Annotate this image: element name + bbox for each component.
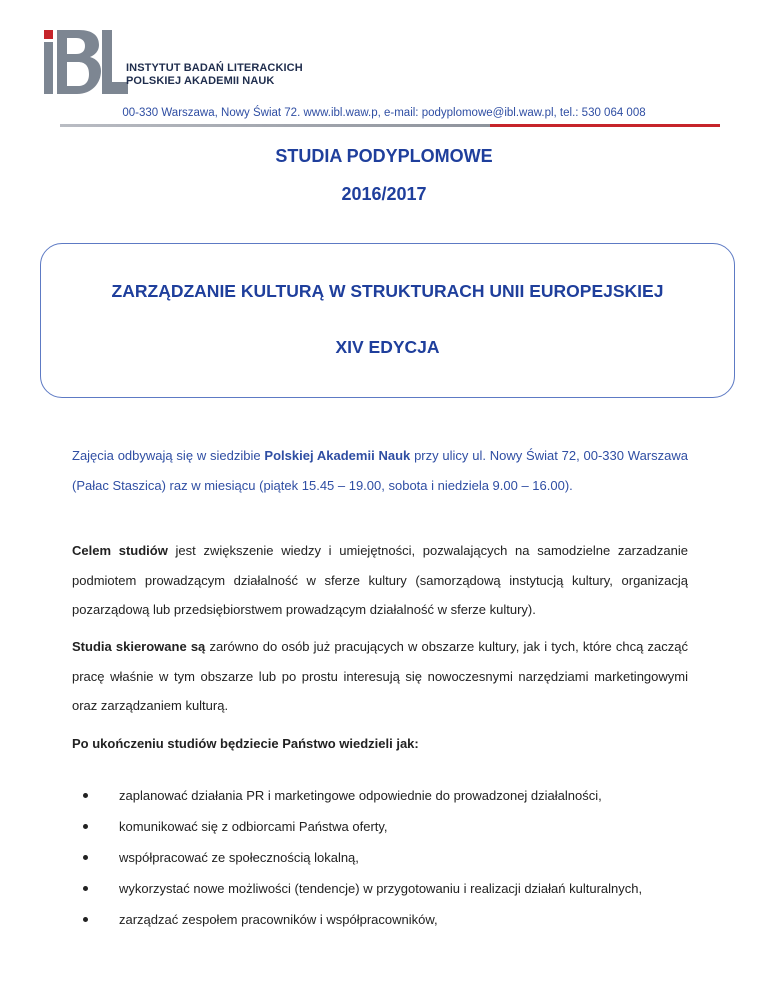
program-edition: XIV EDYCJA (335, 337, 440, 357)
intro-text-pre: Zajęcia odbywają się w siedzibie (72, 448, 265, 463)
goal-text: jest zwiększenie wiedzy i umiejętności, pozwalających na samodzielne zarzadzanie podmiotem prowadzącym działalność w sferze kultury (samorządową instytucją kultury, organizacją pozarządową lub przedsiębiorstwem prowadzącym działalność w sferze kultury). (72, 543, 688, 617)
ibl-logo (40, 28, 130, 96)
list-item (72, 788, 712, 819)
goal-bold: Celem studiów (72, 543, 168, 558)
program-title-box (40, 243, 735, 398)
institute-name-line2: POLSKIEJ AKADEMII NAUK (126, 75, 275, 87)
outcomes-heading (72, 729, 688, 759)
list-item-text: współpracować ze społecznością lokalną, (119, 850, 359, 865)
outcomes-heading-text: Po ukończeniu studiów będziecie Państwo wiedzieli jak: (72, 736, 419, 751)
page-title: STUDIA PODYPLOMOWE (275, 146, 493, 166)
intro-text-post: przy ulicy ul. Nowy Świat 72, 00-330 Warszawa (Pałac Staszica) raz w miesiącu (piątek 15.45 – 19.00, sobota i niedziela 9.00 – 16.00). (72, 448, 688, 493)
list-item (72, 881, 712, 912)
intro-paragraph (72, 441, 688, 500)
list-item (72, 912, 712, 943)
intro-text-bold: Polskiej Akademii Nauk (264, 448, 411, 463)
list-item (72, 819, 712, 850)
outcomes-list (72, 788, 712, 943)
bullet-icon (83, 886, 88, 891)
bullet-icon (83, 917, 88, 922)
bullet-icon (83, 855, 88, 860)
page-subtitle-year: 2016/2017 (341, 184, 427, 204)
institute-name-line1: INSTYTUT BADAŃ LITERACKICH (126, 62, 303, 74)
list-item-text: zarządzać zespołem pracowników i współpracowników, (119, 912, 438, 927)
goal-paragraph (72, 536, 688, 625)
audience-bold: Studia skierowane są (72, 639, 206, 654)
header-rule (60, 124, 720, 127)
institute-name (126, 62, 303, 88)
bullet-icon (83, 793, 88, 798)
header-rule-red (490, 124, 720, 127)
audience-paragraph (72, 632, 688, 721)
list-item-text: wykorzystać nowe możliwości (tendencje) w przygotowaniu i realizacji działań kulturalnych, (119, 881, 643, 896)
bullet-icon (83, 824, 88, 829)
list-item-text: komunikować się z odbiorcami Państwa oferty, (119, 819, 388, 834)
program-title: ZARZĄDZANIE KULTURĄ W STRUKTURACH UNII EUROPEJSKIEJ (111, 281, 664, 301)
list-item-text: zaplanować działania PR i marketingowe odpowiednie do prowadzonej działalności, (119, 788, 602, 803)
header-rule-gray (60, 124, 490, 127)
contact-line: 00-330 Warszawa, Nowy Świat 72. www.ibl.waw.p, e-mail: podyplomowe@ibl.waw.pl, tel.: 530 064 008 (122, 107, 646, 119)
audience-text: zarówno do osób już pracujących w obszarze kultury, jak i tych, które chcą zacząć pracę właśnie w tym obszarze lub po prostu interesują się nowoczesnymi narzędziami marketingowymi oraz zarządzaniem kulturą. (72, 639, 688, 713)
list-item (72, 850, 712, 881)
